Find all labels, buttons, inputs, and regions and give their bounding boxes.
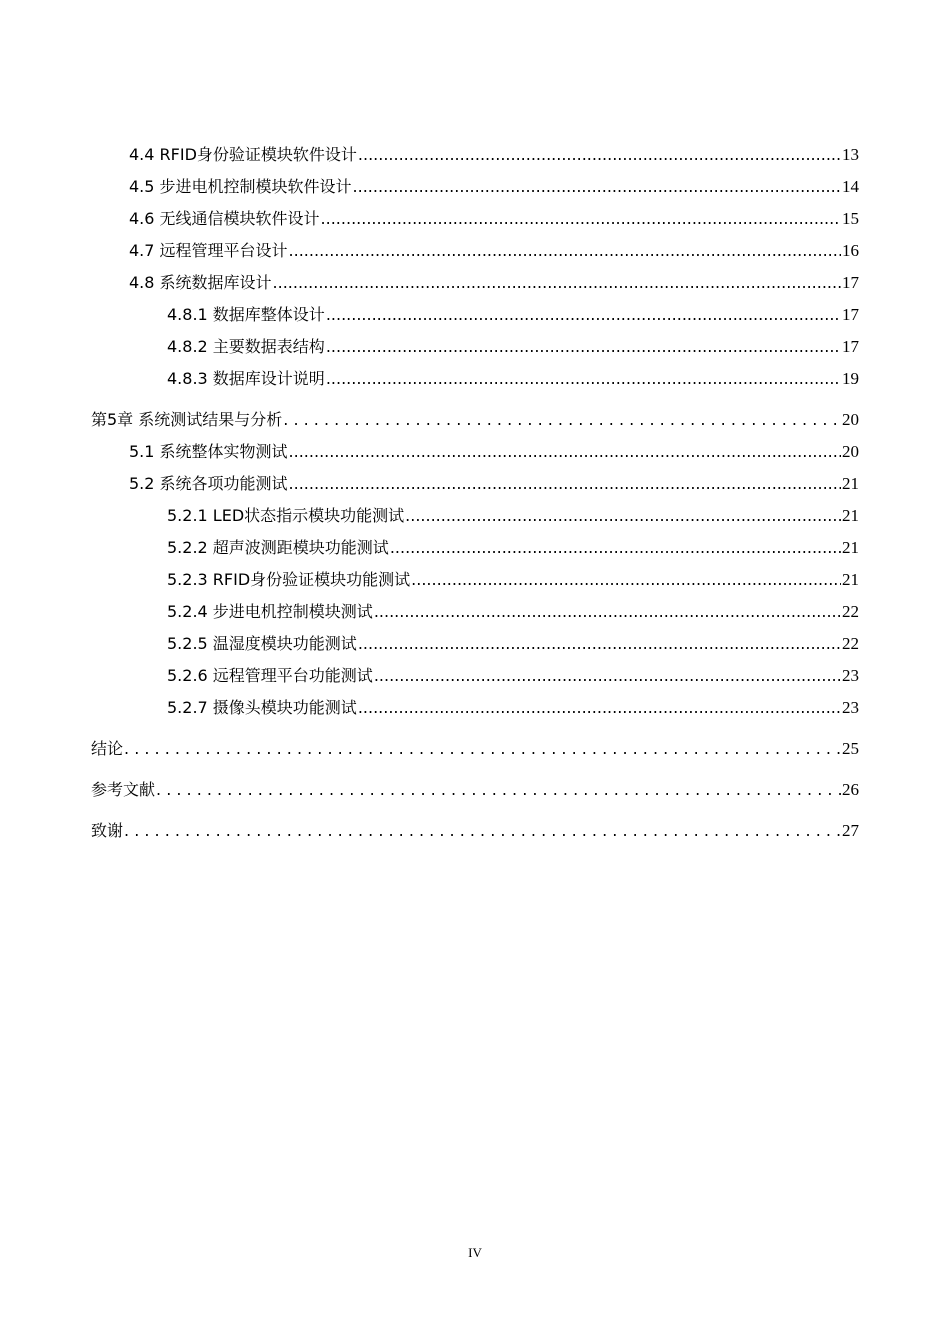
toc-entry[interactable] xyxy=(129,273,859,293)
toc-entry[interactable] xyxy=(167,337,859,357)
toc-chapter-entry[interactable] xyxy=(91,780,859,800)
toc-entry[interactable] xyxy=(167,666,859,686)
toc-entry-label: 参考文献 xyxy=(91,780,156,799)
toc-entry-label: 5.2.3 RFID身份验证模块功能测试 xyxy=(167,570,411,589)
toc-chapter-entry[interactable] xyxy=(91,410,859,430)
toc-entry-page: 17 xyxy=(842,305,859,324)
toc-entry[interactable] xyxy=(167,602,859,622)
dot-leader xyxy=(353,177,841,197)
toc-entry-label: 4.8.3 数据库设计说明 xyxy=(167,369,325,388)
toc-entry-label: 结论 xyxy=(91,739,124,758)
toc-entry[interactable] xyxy=(167,506,859,526)
dot-leader xyxy=(374,666,841,686)
toc-entry-page: 17 xyxy=(842,273,859,292)
toc-entry[interactable] xyxy=(167,305,859,325)
page-number: IV xyxy=(468,1245,482,1260)
toc-entry-page: 14 xyxy=(842,177,859,196)
toc-entry-label: 5.2.6 远程管理平台功能测试 xyxy=(167,666,373,685)
toc-entry-page: 22 xyxy=(842,634,859,653)
toc-entry-page: 21 xyxy=(842,474,859,493)
toc-entry-page: 27 xyxy=(842,821,859,840)
toc-entry[interactable] xyxy=(129,474,859,494)
toc-entry[interactable] xyxy=(167,369,859,389)
toc-entry-page: 16 xyxy=(842,241,859,260)
toc-entry[interactable] xyxy=(167,570,859,590)
toc-chapter-entry[interactable] xyxy=(91,739,859,759)
toc-entry[interactable] xyxy=(167,698,859,718)
toc-entry-label: 第5章 系统测试结果与分析 xyxy=(91,410,283,429)
toc-chapter-entry[interactable] xyxy=(91,821,859,841)
dot-leader xyxy=(321,209,841,229)
toc-entry-label: 4.4 RFID身份验证模块软件设计 xyxy=(129,145,357,164)
toc-entry-label: 4.7 远程管理平台设计 xyxy=(129,241,288,260)
dot-leader xyxy=(124,821,841,841)
toc-entry-label: 5.2.4 步进电机控制模块测试 xyxy=(167,602,373,621)
toc-entry[interactable] xyxy=(129,442,859,462)
toc-entry-label: 5.1 系统整体实物测试 xyxy=(129,442,288,461)
toc-entry-page: 26 xyxy=(842,780,859,799)
toc-entry-label: 5.2.1 LED状态指示模块功能测试 xyxy=(167,506,405,525)
dot-leader xyxy=(411,570,841,590)
dot-leader xyxy=(273,273,841,293)
toc-entry-label: 4.8.1 数据库整体设计 xyxy=(167,305,325,324)
toc-entry-page: 20 xyxy=(842,442,859,461)
toc-entry-label: 4.8.2 主要数据表结构 xyxy=(167,337,325,356)
dot-leader xyxy=(358,634,841,654)
toc-entry[interactable] xyxy=(129,209,859,229)
toc-entry[interactable] xyxy=(129,145,859,165)
toc-entry-page: 21 xyxy=(842,570,859,589)
toc-entry-label: 5.2.5 温湿度模块功能测试 xyxy=(167,634,357,653)
dot-leader xyxy=(358,145,841,165)
toc-entry-page: 25 xyxy=(842,739,859,758)
toc-entry[interactable] xyxy=(167,634,859,654)
toc-entry[interactable] xyxy=(129,241,859,261)
dot-leader xyxy=(289,442,841,462)
toc-entry-label: 5.2.7 摄像头模块功能测试 xyxy=(167,698,357,717)
dot-leader xyxy=(289,474,841,494)
toc-entry-page: 13 xyxy=(842,145,859,164)
toc-entry-page: 17 xyxy=(842,337,859,356)
dot-leader xyxy=(326,369,841,389)
toc-entry-page: 21 xyxy=(842,538,859,557)
toc-entry-label: 5.2.2 超声波测距模块功能测试 xyxy=(167,538,389,557)
toc-entry-page: 20 xyxy=(842,410,859,429)
dot-leader xyxy=(289,241,841,261)
dot-leader xyxy=(358,698,841,718)
dot-leader xyxy=(374,602,841,622)
toc-entry-page: 23 xyxy=(842,666,859,685)
toc-entry[interactable] xyxy=(167,538,859,558)
toc-entry[interactable] xyxy=(129,177,859,197)
toc-entry-label: 4.8 系统数据库设计 xyxy=(129,273,272,292)
dot-leader xyxy=(390,538,841,558)
toc-entry-page: 21 xyxy=(842,506,859,525)
toc-entry-page: 22 xyxy=(842,602,859,621)
toc-entry-page: 19 xyxy=(842,369,859,388)
toc-entry-page: 15 xyxy=(842,209,859,228)
toc-entry-label: 4.6 无线通信模块软件设计 xyxy=(129,209,320,228)
dot-leader xyxy=(283,410,841,430)
dot-leader xyxy=(124,739,841,759)
dot-leader xyxy=(326,337,841,357)
dot-leader xyxy=(405,506,841,526)
toc-entry-label: 5.2 系统各项功能测试 xyxy=(129,474,288,493)
dot-leader xyxy=(156,780,841,800)
dot-leader xyxy=(326,305,841,325)
toc-entry-label: 致谢 xyxy=(91,821,124,840)
toc-entry-label: 4.5 步进电机控制模块软件设计 xyxy=(129,177,352,196)
toc-entry-page: 23 xyxy=(842,698,859,717)
